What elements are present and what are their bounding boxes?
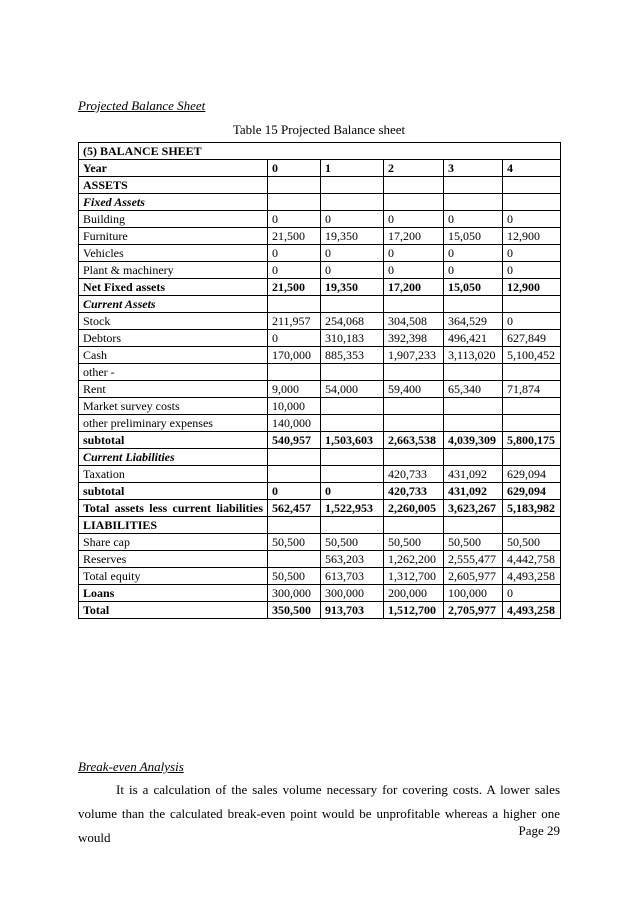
value-cell: [384, 449, 444, 466]
value-cell: 54,000: [321, 381, 384, 398]
value-cell: 0: [268, 262, 321, 279]
value-cell: 0: [503, 262, 561, 279]
value-cell: 0: [384, 245, 444, 262]
table-row: [79, 296, 561, 313]
value-cell: [444, 449, 503, 466]
value-cell: 50,500: [384, 534, 444, 551]
value-cell: 10,000: [268, 398, 321, 415]
value-cell: 5,183,982: [503, 500, 561, 517]
table-row: [79, 466, 561, 483]
value-cell: 4,493,258: [503, 602, 561, 619]
value-cell: [444, 398, 503, 415]
value-cell: 2: [384, 160, 444, 177]
row-label-cell: LIABILITIES: [79, 517, 268, 534]
value-cell: [268, 296, 321, 313]
table-row: [79, 160, 561, 177]
value-cell: [268, 364, 321, 381]
value-cell: 4,039,309: [444, 432, 503, 449]
row-label-cell: Vehicles: [79, 245, 268, 262]
value-cell: [321, 398, 384, 415]
row-label-cell: Share cap: [79, 534, 268, 551]
value-cell: [503, 364, 561, 381]
value-cell: 300,000: [321, 585, 384, 602]
value-cell: [321, 296, 384, 313]
table-row: [79, 364, 561, 381]
value-cell: 364,529: [444, 313, 503, 330]
row-label-cell: Stock: [79, 313, 268, 330]
value-cell: [321, 177, 384, 194]
value-cell: [503, 415, 561, 432]
value-cell: 0: [444, 262, 503, 279]
value-cell: 140,000: [268, 415, 321, 432]
value-cell: 2,260,005: [384, 500, 444, 517]
page-number: Page 29: [518, 823, 560, 838]
value-cell: [503, 177, 561, 194]
value-cell: [384, 517, 444, 534]
value-cell: 21,500: [268, 228, 321, 245]
row-label-cell: Taxation: [79, 466, 268, 483]
value-cell: 0: [268, 245, 321, 262]
value-cell: 431,092: [444, 483, 503, 500]
value-cell: 885,353: [321, 347, 384, 364]
value-cell: [321, 466, 384, 483]
row-label-cell: Current Liabilities: [79, 449, 268, 466]
row-label-cell: subtotal: [79, 432, 268, 449]
value-cell: 0: [503, 313, 561, 330]
value-cell: [503, 517, 561, 534]
value-cell: 0: [444, 245, 503, 262]
value-cell: 350,500: [268, 602, 321, 619]
value-cell: [444, 517, 503, 534]
value-cell: [268, 449, 321, 466]
value-cell: 1,262,200: [384, 551, 444, 568]
table-row: [79, 330, 561, 347]
value-cell: 50,500: [444, 534, 503, 551]
table-row: [79, 432, 561, 449]
value-cell: 0: [321, 262, 384, 279]
value-cell: 50,500: [321, 534, 384, 551]
row-label-cell: Loans: [79, 585, 268, 602]
row-label-cell: ASSETS: [79, 177, 268, 194]
value-cell: [503, 398, 561, 415]
table-row: [79, 602, 561, 619]
table-row: [79, 551, 561, 568]
table-row: [79, 279, 561, 296]
value-cell: [503, 194, 561, 211]
value-cell: 3,623,267: [444, 500, 503, 517]
value-cell: 2,663,538: [384, 432, 444, 449]
value-cell: [444, 415, 503, 432]
value-cell: [384, 296, 444, 313]
table-row: [79, 194, 561, 211]
table-row: [79, 347, 561, 364]
table-row: [79, 211, 561, 228]
value-cell: 431,092: [444, 466, 503, 483]
value-cell: 19,350: [321, 279, 384, 296]
section-heading: Projected Balance Sheet: [78, 98, 206, 113]
value-cell: 0: [503, 211, 561, 228]
row-label-cell: Furniture: [79, 228, 268, 245]
row-label-cell: Total assets less current liabilities: [79, 500, 268, 517]
value-cell: [321, 364, 384, 381]
value-cell: 2,555,477: [444, 551, 503, 568]
row-label-cell: Cash: [79, 347, 268, 364]
value-cell: 540,957: [268, 432, 321, 449]
value-cell: 4: [503, 160, 561, 177]
value-cell: 59,400: [384, 381, 444, 398]
value-cell: [268, 194, 321, 211]
table-caption: Table 15 Projected Balance sheet: [232, 122, 406, 137]
value-cell: 12,900: [503, 279, 561, 296]
value-cell: [268, 551, 321, 568]
row-label-cell: Market survey costs: [79, 398, 268, 415]
value-cell: [321, 449, 384, 466]
value-cell: 0: [321, 245, 384, 262]
value-cell: 1,312,700: [384, 568, 444, 585]
table-row: [79, 500, 561, 517]
value-cell: [384, 194, 444, 211]
value-cell: [444, 296, 503, 313]
value-cell: 19,350: [321, 228, 384, 245]
value-cell: 0: [384, 262, 444, 279]
value-cell: 65,340: [444, 381, 503, 398]
value-cell: [384, 364, 444, 381]
value-cell: [503, 449, 561, 466]
value-cell: 9,000: [268, 381, 321, 398]
row-label-cell: Total: [79, 602, 268, 619]
value-cell: 1,512,700: [384, 602, 444, 619]
table-row: [79, 415, 561, 432]
row-label-cell: Year: [79, 160, 268, 177]
value-cell: 0: [268, 483, 321, 500]
value-cell: 5,100,452: [503, 347, 561, 364]
value-cell: 12,900: [503, 228, 561, 245]
value-cell: 3: [444, 160, 503, 177]
table-row: [79, 398, 561, 415]
value-cell: [384, 398, 444, 415]
value-cell: 3,113,020: [444, 347, 503, 364]
value-cell: 50,500: [503, 534, 561, 551]
row-label-cell: Current Assets: [79, 296, 268, 313]
value-cell: 15,050: [444, 279, 503, 296]
table-row: [79, 585, 561, 602]
value-cell: 913,703: [321, 602, 384, 619]
table-row: [79, 262, 561, 279]
value-cell: 71,874: [503, 381, 561, 398]
value-cell: 100,000: [444, 585, 503, 602]
row-label-cell: Debtors: [79, 330, 268, 347]
value-cell: 629,094: [503, 466, 561, 483]
table-title-row: [79, 143, 561, 160]
row-label-cell: Fixed Assets: [79, 194, 268, 211]
value-cell: 2,705,977: [444, 602, 503, 619]
value-cell: 21,500: [268, 279, 321, 296]
value-cell: 1: [321, 160, 384, 177]
value-cell: 304,508: [384, 313, 444, 330]
value-cell: 2,605,977: [444, 568, 503, 585]
value-cell: 627,849: [503, 330, 561, 347]
value-cell: 0: [384, 211, 444, 228]
value-cell: 1,907,233: [384, 347, 444, 364]
table-title: (5) BALANCE SHEET: [79, 143, 561, 160]
table-row: [79, 568, 561, 585]
body-paragraph: It is a calculation of the sales volume necessary for covering costs. A lower sales volume than the calculated break-even point would be unprofitable whereas a higher one would: [78, 782, 560, 845]
value-cell: [384, 177, 444, 194]
value-cell: 496,421: [444, 330, 503, 347]
value-cell: [321, 517, 384, 534]
value-cell: 0: [503, 245, 561, 262]
row-label-cell: subtotal: [79, 483, 268, 500]
table-row: [79, 228, 561, 245]
value-cell: 420,733: [384, 483, 444, 500]
value-cell: [321, 415, 384, 432]
break-even-heading: Break-even Analysis: [78, 759, 184, 774]
value-cell: [444, 194, 503, 211]
value-cell: [444, 364, 503, 381]
value-cell: 613,703: [321, 568, 384, 585]
value-cell: [444, 177, 503, 194]
value-cell: 0: [268, 160, 321, 177]
value-cell: [268, 177, 321, 194]
value-cell: 300,000: [268, 585, 321, 602]
table-row: [79, 483, 561, 500]
value-cell: 0: [321, 211, 384, 228]
row-label-cell: other preliminary expenses: [79, 415, 268, 432]
value-cell: [268, 517, 321, 534]
table-row: [79, 449, 561, 466]
value-cell: [268, 466, 321, 483]
value-cell: 4,493,258: [503, 568, 561, 585]
row-label-cell: Reserves: [79, 551, 268, 568]
value-cell: 17,200: [384, 228, 444, 245]
value-cell: 254,068: [321, 313, 384, 330]
value-cell: [503, 296, 561, 313]
table-row: [79, 381, 561, 398]
value-cell: 0: [444, 211, 503, 228]
value-cell: 50,500: [268, 534, 321, 551]
value-cell: 0: [503, 585, 561, 602]
value-cell: 310,183: [321, 330, 384, 347]
value-cell: 420,733: [384, 466, 444, 483]
value-cell: 1,503,603: [321, 432, 384, 449]
table-row: [79, 313, 561, 330]
value-cell: 629,094: [503, 483, 561, 500]
value-cell: 211,957: [268, 313, 321, 330]
value-cell: 170,000: [268, 347, 321, 364]
balance-sheet-table: [78, 142, 561, 619]
value-cell: 15,050: [444, 228, 503, 245]
row-label-cell: Plant & machinery: [79, 262, 268, 279]
row-label-cell: Total equity: [79, 568, 268, 585]
value-cell: 0: [321, 483, 384, 500]
table-row: [79, 517, 561, 534]
value-cell: 392,398: [384, 330, 444, 347]
value-cell: 562,457: [268, 500, 321, 517]
value-cell: [321, 194, 384, 211]
value-cell: 50,500: [268, 568, 321, 585]
value-cell: 4,442,758: [503, 551, 561, 568]
value-cell: 0: [268, 211, 321, 228]
value-cell: 17,200: [384, 279, 444, 296]
value-cell: 563,203: [321, 551, 384, 568]
table-row: [79, 177, 561, 194]
value-cell: [384, 415, 444, 432]
table-row: [79, 245, 561, 262]
value-cell: 0: [268, 330, 321, 347]
value-cell: 200,000: [384, 585, 444, 602]
row-label-cell: Net Fixed assets: [79, 279, 268, 296]
row-label-cell: other -: [79, 364, 268, 381]
value-cell: 1,522,953: [321, 500, 384, 517]
row-label-cell: Rent: [79, 381, 268, 398]
table-row: [79, 534, 561, 551]
row-label-cell: Building: [79, 211, 268, 228]
value-cell: 5,800,175: [503, 432, 561, 449]
